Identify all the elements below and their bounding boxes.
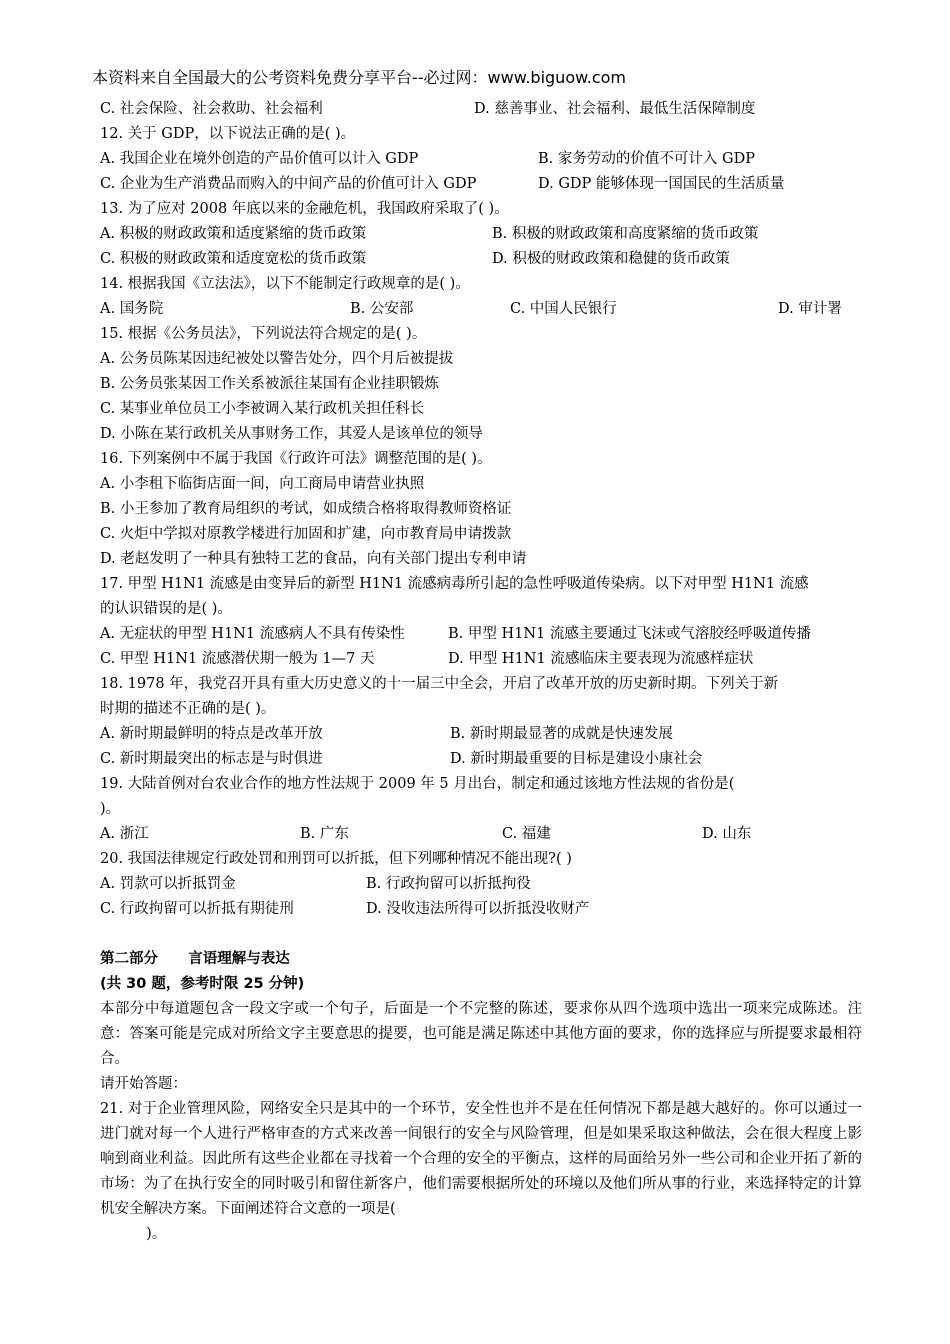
q12-option-b: B. 家务劳动的价值不可计入 GDP <box>538 151 755 167</box>
q12-option-a: A. 我国企业在境外创造的产品价值可以计入 GDP <box>100 151 419 167</box>
q16-option-c: C. 火炬中学拟对原教学楼进行加固和扩建，向市教育局申请拨款 <box>100 526 512 542</box>
q11-option-c: C. 社会保险、社会救助、社会福利 <box>100 101 323 117</box>
q14-option-d: D. 审计署 <box>778 301 842 317</box>
q17-option-a: A. 无症状的甲型 H1N1 流感病人不具有传染性 <box>100 626 405 642</box>
q11-options-cd <box>100 97 862 122</box>
q19-stem-line1: 19. 大陆首例对台农业合作的地方性法规于 2009 年 5 月出台，制定和通过该地方性法规的省份是( <box>100 776 735 792</box>
q17-option-b: B. 甲型 H1N1 流感主要通过飞沫或气溶胶经呼吸道传播 <box>448 626 811 642</box>
q21-text: 21. 对于企业管理风险，网络安全只是其中的一个环节，安全性也并不是在任何情况下都是越大越好的。你可以通过一进门就对每一个人进行严格审查的方式来改善一间银行的安全与风险管理，但是如果采取这种做法，会在很大程度上影响到商业利益。因此所有这些企业都在寻找着一个合理的安全的平衡点，这样的局面给另外一些公司和企业开拓了新的市场：为了在执行安全的同时吸引和留住新客户，他们需要根据所处的环境以及他们所从事的行业，来选择特定的计算机安全解决方案。下面阐述符合文意的一项是( <box>100 1101 862 1217</box>
q13-option-d: D. 积极的财政政策和稳健的货币政策 <box>492 251 730 267</box>
q18-option-c: C. 新时期最突出的标志是与时俱进 <box>100 751 323 767</box>
part2-start: 请开始答题： <box>100 1076 187 1092</box>
q12-options-ab <box>100 147 862 172</box>
q18-stem-line1: 18. 1978 年，我党召开具有重大历史意义的十一届三中全会，开启了改革开放的历史新时期。下列关于新 <box>100 676 779 692</box>
q15-option-b: B. 公务员张某因工作关系被派往某国有企业挂职锻炼 <box>100 376 439 392</box>
q13-option-c: C. 积极的财政政策和适度宽松的货币政策 <box>100 251 367 267</box>
q14-option-c: C. 中国人民银行 <box>510 301 617 317</box>
q16-stem: 16. 下列案例中不属于我国《行政许可法》调整范围的是( )。 <box>100 451 492 467</box>
q16-option-d: D. 老赵发明了一种具有独特工艺的食品，向有关部门提出专利申请 <box>100 551 527 567</box>
q12-options-cd <box>100 172 862 197</box>
q17-option-d: D. 甲型 H1N1 流感临床主要表现为流感样症状 <box>448 651 754 667</box>
q20-option-d: D. 没收违法所得可以折抵没收财产 <box>366 901 590 917</box>
q19-option-d: D. 山东 <box>702 826 752 842</box>
q12-option-c: C. 企业为生产消费品而购入的中间产品的价值可计入 GDP <box>100 176 477 192</box>
q15-option-a: A. 公务员陈某因违纪被处以警告处分，四个月后被提拔 <box>100 351 454 367</box>
q17-stem-line1: 17. 甲型 H1N1 流感是由变异后的新型 H1N1 流感病毒所引起的急性呼吸道传染病。以下对甲型 H1N1 流感 <box>100 576 809 592</box>
q17-options-cd <box>100 647 862 672</box>
q18-option-d: D. 新时期最重要的目标是建设小康社会 <box>450 751 703 767</box>
q13-option-a: A. 积极的财政政策和适度紧缩的货币政策 <box>100 226 367 242</box>
q18-stem-line2: 时期的描述不正确的是( )。 <box>100 701 276 717</box>
q20-option-c: C. 行政拘留可以折抵有期徒刑 <box>100 901 294 917</box>
q21-answer-blank: )。 <box>100 1226 167 1242</box>
q19-option-a: A. 浙江 <box>100 826 149 842</box>
q14-option-a: A. 国务院 <box>100 301 164 317</box>
q19-options <box>100 822 862 847</box>
q16-option-a: A. 小李租下临街店面一间，向工商局申请营业执照 <box>100 476 425 492</box>
q13-options-cd <box>100 247 862 272</box>
page-header: 本资料来自全国最大的公考资料免费分享平台--必过网：www.biguow.com <box>92 68 626 87</box>
q15-option-d: D. 小陈在某行政机关从事财务工作，其爱人是该单位的领导 <box>100 426 483 442</box>
q17-options-ab <box>100 622 862 647</box>
q20-stem: 20. 我国法律规定行政处罚和刑罚可以折抵，但下列哪种情况不能出现?( ) <box>100 851 572 867</box>
q18-options-ab <box>100 722 862 747</box>
q13-option-b: B. 积极的财政政策和高度紧缩的货币政策 <box>492 226 759 242</box>
part2-subtitle: (共 30 题，参考时限 25 分钟) <box>100 976 305 992</box>
q18-option-b: B. 新时期最显著的成就是快速发展 <box>450 726 673 742</box>
q16-option-b: B. 小王参加了教育局组织的考试，如成绩合格将取得教师资格证 <box>100 501 512 517</box>
q19-stem-line2: )。 <box>100 801 121 817</box>
q15-option-c: C. 某事业单位员工小李被调入某行政机关担任科长 <box>100 401 425 417</box>
q14-stem: 14. 根据我国《立法法》，以下不能制定行政规章的是( )。 <box>100 276 470 292</box>
q12-option-d: D. GDP 能够体现一国国民的生活质量 <box>538 176 785 192</box>
q17-option-c: C. 甲型 H1N1 流感潜伏期一般为 1—7 天 <box>100 651 375 667</box>
q18-options-cd <box>100 747 862 772</box>
q17-stem-line2: 的认识错误的是( )。 <box>100 601 232 617</box>
q15-stem: 15. 根据《公务员法》，下列说法符合规定的是( )。 <box>100 326 427 342</box>
q20-options-ab <box>100 872 862 897</box>
part2-intro: 本部分中每道题包含一段文字或一个句子，后面是一个不完整的陈述，要求你从四个选项中选出一项来完成陈述。注意：答案可能是完成对所给文字主要意思的提要，也可能是满足陈述中其他方面的要求，你的选择应与所提要求最相符合。 <box>100 1001 862 1067</box>
q12-stem: 12. 关于 GDP，以下说法正确的是( )。 <box>100 126 356 142</box>
q14-options <box>100 297 862 322</box>
q19-option-c: C. 福建 <box>502 826 551 842</box>
part2-title: 第二部分 言语理解与表达 <box>100 951 290 967</box>
q19-option-b: B. 广东 <box>300 826 349 842</box>
q20-options-cd <box>100 897 862 922</box>
q13-stem: 13. 为了应对 2008 年底以来的金融危机，我国政府采取了( )。 <box>100 201 509 217</box>
q13-options-ab <box>100 222 862 247</box>
q18-option-a: A. 新时期最鲜明的特点是改革开放 <box>100 726 323 742</box>
q20-option-a: A. 罚款可以折抵罚金 <box>100 876 236 892</box>
section-spacer <box>100 922 862 947</box>
q11-option-d: D. 慈善事业、社会福利、最低生活保障制度 <box>474 101 756 117</box>
q20-option-b: B. 行政拘留可以折抵拘役 <box>366 876 531 892</box>
q14-option-b: B. 公安部 <box>350 301 414 317</box>
document-body <box>100 97 862 1247</box>
